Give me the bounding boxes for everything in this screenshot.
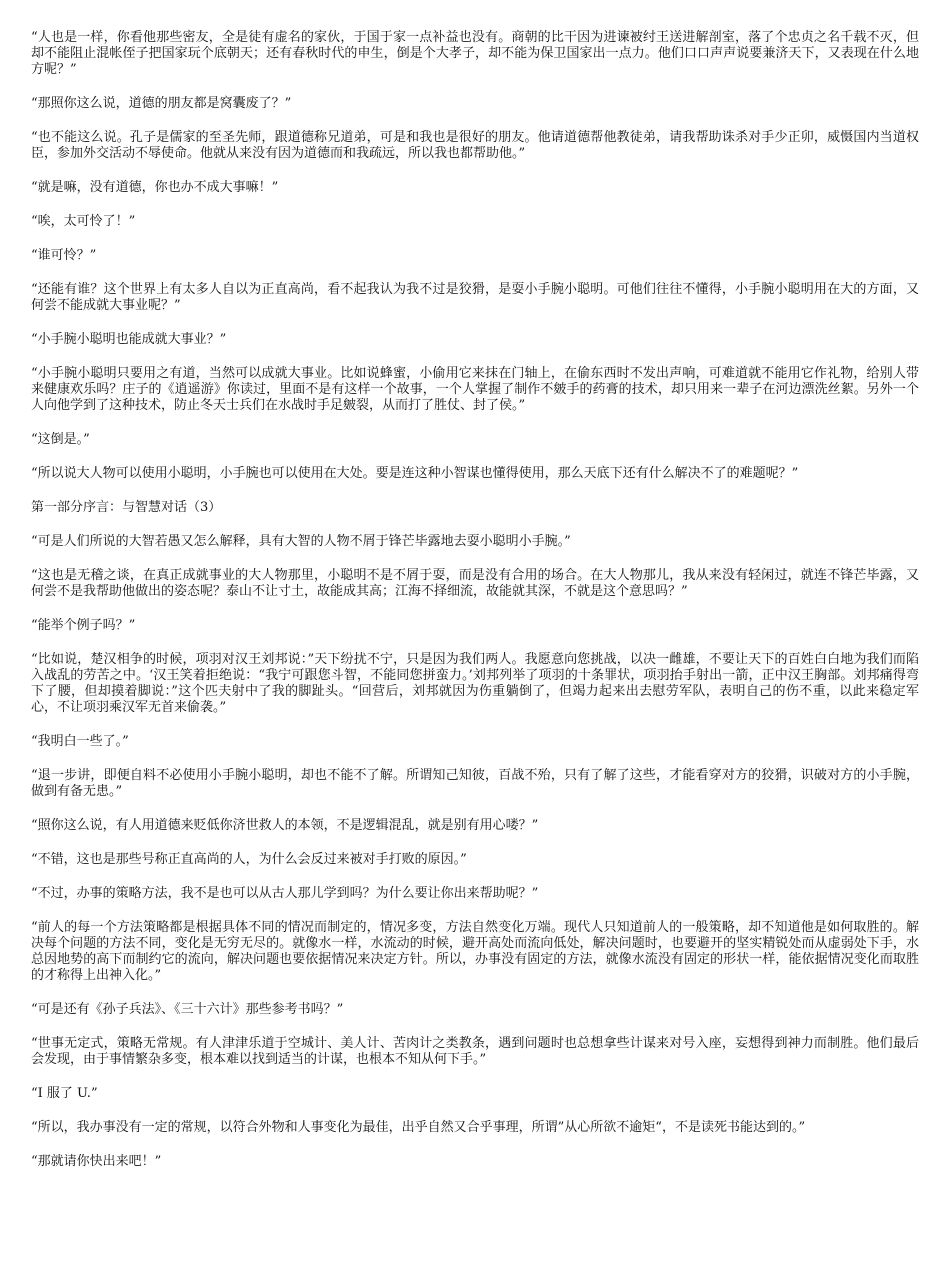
paragraph: “我明白一些了。” xyxy=(31,734,129,749)
paragraph: “也不能这么说。孔子是儒家的至圣先师，跟道德称兄道弟，可是和我也是很好的朋友。他请道德帮他教徒弟，请我帮助诛杀对手少正卯，威慑国内当道权臣，参加外交活动不辱使命。他就从来没有因为道德而和我疏远，所以我也都帮助他。” xyxy=(31,130,919,161)
paragraph: “照你这么说，有人用道德来贬低你济世救人的本领，不是逻辑混乱，就是别有用心喽？” xyxy=(31,818,539,833)
paragraph: “那就请你快出来吧！” xyxy=(31,1154,162,1169)
paragraph: “可是还有《孙子兵法》、《三十六计》那些参考书吗？” xyxy=(31,1002,344,1017)
paragraph: “就是嘛，没有道德，你也办不成大事嘛！” xyxy=(31,180,279,195)
paragraph: “这倒是。” xyxy=(31,432,90,447)
paragraph: “所以说大人物可以使用小聪明，小手腕也可以使用在大处。要是连这种小智谋也懂得使用，那么天底下还有什么解决不了的难题呢？” xyxy=(31,466,799,481)
section-heading: 第一部分序言：与智慧对话（3） xyxy=(31,500,222,515)
paragraph: “退一步讲，即便自料不必使用小手腕小聪明，却也不能不了解。所谓知己知彼，百战不殆，只有了解了这些，才能看穿对方的狡猾，识破对方的小手腕，做到有备无患。” xyxy=(31,768,919,799)
paragraph: “那照你这么说，道德的朋友都是窝囊废了？” xyxy=(31,96,292,111)
paragraph: “人也是一样，你看他那些密友，全是徒有虚名的家伙，于国于家一点补益也没有。商朝的比干因为进谏被纣王送进解剖室，落了个忠贞之名千载不灭，但却不能阻止混帐侄子把国家玩个底朝天；还有春秋时代的申生，倒是个大孝子，却不能为保卫国家出一点力。他们口口声声说要兼济天下，又表现在什么地方呢？” xyxy=(31,30,919,77)
paragraph: “I 服了 U.” xyxy=(31,1086,98,1101)
paragraph: “谁可怜？” xyxy=(31,248,97,263)
paragraph: “唉，太可怜了！” xyxy=(31,214,136,229)
paragraph: “能举个例子吗？” xyxy=(31,618,136,633)
paragraph: “不过，办事的策略方法，我不是也可以从古人那儿学到吗？为什么要让你出来帮助呢？” xyxy=(31,886,539,901)
document-body xyxy=(31,30,919,1188)
paragraph: “世事无定式，策略无常规。有人津津乐道于空城计、美人计、苦肉计之类教条，遇到问题时也总想拿些计谋来对号入座，妄想得到神力而制胜。他们最后会发现，由于事情繁杂多变，根本难以找到适当的计谋，也根本不知从何下手。” xyxy=(31,1036,919,1067)
paragraph: “还能有谁？这个世界上有太多人自以为正直高尚，看不起我认为我不过是狡猾，是耍小手腕小聪明。可他们往往不懂得，小手腕小聪明用在大的方面，又何尝不能成就大事业呢？” xyxy=(31,282,919,313)
paragraph: “前人的每一个方法策略都是根据具体不同的情况而制定的，情况多变，方法自然变化万端。现代人只知道前人的一般策略，却不知道他是如何取胜的。解决每个问题的方法不同，变化是无穷无尽的。就像水一样，水流动的时候，避开高处而流向低处，解决问题时，也要避开的坚实精锐处而从虚弱处下手，水总因地势的高下而制约它的流向，解决问题也要依据情况来决定方针。所以，办事没有固定的方法，就像水流没有固定的形状一样，能依据情况变化而取胜的才称得上出神入化。” xyxy=(31,920,919,983)
paragraph: “比如说，楚汉相争的时候，项羽对汉王刘邦说：”天下纷扰不宁，只是因为我们两人。我愿意向您挑战，以决一雌雄，不要让天下的百姓白白地为我们而陷入战乱的劳苦之中。‘汉王笑着拒绝说：“我宁可跟您斗智，不能同您拼蛮力。’刘邦列举了项羽的十条罪状，项羽抬手射出一箭，正中汉王胸部。刘邦痛得弯下了腰，但却摸着脚说：”这个匹夫射中了我的脚趾头。“回营后，刘邦就因为伤重躺倒了，但竭力起来出去慰劳军队，表明自己的伤不重，以此来稳定军心，不让项羽乘汉军无首来偷袭。” xyxy=(31,652,919,715)
paragraph: “小手腕小聪明也能成就大事业？” xyxy=(31,332,227,347)
paragraph: “不错，这也是那些号称正直高尚的人，为什么会反过来被对手打败的原因。” xyxy=(31,852,467,867)
paragraph: “可是人们所说的大智若愚又怎么解释，具有大智的人物不屑于锋芒毕露地去耍小聪明小手腕。” xyxy=(31,534,571,549)
paragraph: “所以，我办事没有一定的常规，以符合外物和人事变化为最佳，出乎自然又合乎事理，所谓”从心所欲不逾矩“，不是读死书能达到的。” xyxy=(31,1120,806,1135)
paragraph: “这也是无稽之谈，在真正成就事业的大人物那里，小聪明不是不屑于耍，而是没有合用的场合。在大人物那儿，我从来没有轻闲过，就连不锋芒毕露，又何尝不是我帮助他做出的姿态呢？泰山不让寸土，故能成其高；江海不择细流，故能就其深，不就是这个意思吗？” xyxy=(31,568,919,599)
paragraph: “小手腕小聪明只要用之有道，当然可以成就大事业。比如说蜂蜜，小偷用它来抹在门轴上，在偷东西时不发出声响，可难道就不能用它作礼物，给别人带来健康欢乐吗？庄子的《逍遥游》你读过，里面不是有这样一个故事，一个人掌握了制作不皴手的药膏的技术，却只用来一辈子在河边漂洗丝絮。另外一个人向他学到了这种技术，防止冬天士兵们在水战时手足皴裂，从而打了胜仗、封了侯。” xyxy=(31,366,919,413)
